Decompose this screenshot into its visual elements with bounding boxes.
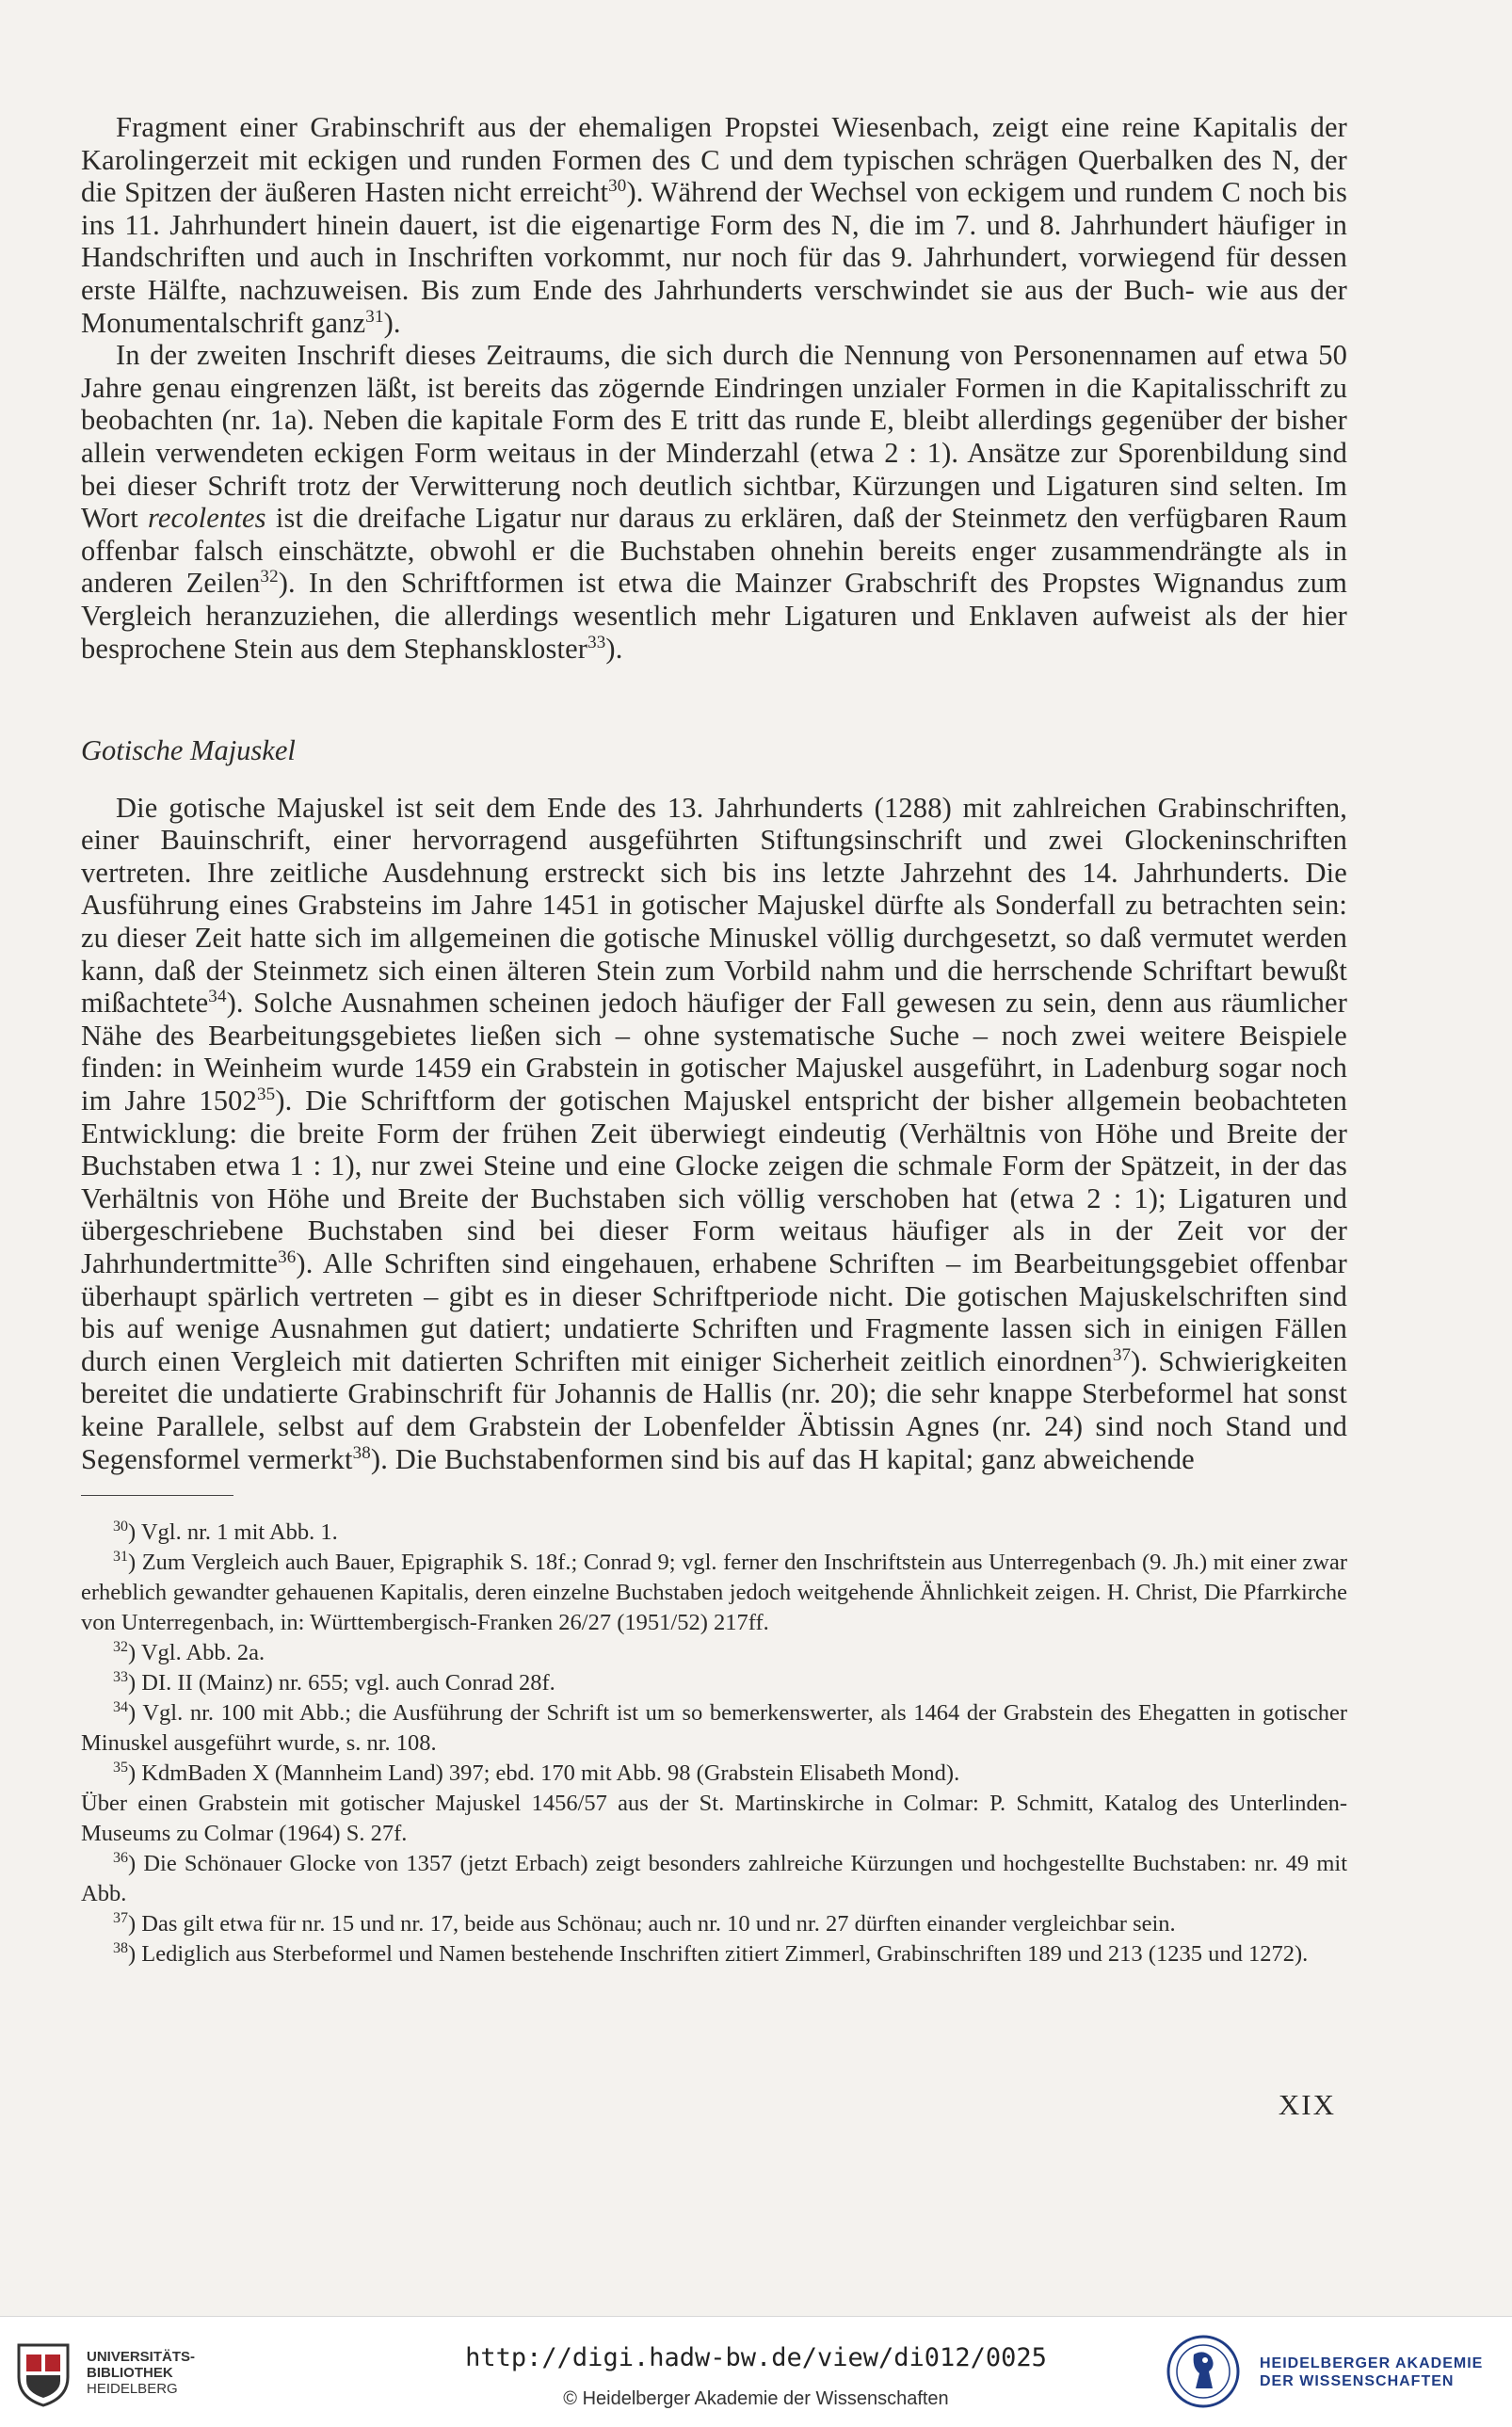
italic-word: recolentes xyxy=(147,502,266,535)
footnote-ref: 31 xyxy=(365,306,384,327)
academy-seal-icon[interactable] xyxy=(1166,2334,1241,2409)
footnotes xyxy=(81,1518,1347,1969)
paragraph-1: Fragment einer Grabinschrift aus der ehemaligen Propstei Wiesenbach, zeigt eine reine Kapitalis der Karolingerzeit mit eckigen und runden Formen des C und dem typischen schrägen Querbalken des N, der die Spitzen der äußeren Hasten nicht erreicht$^{30}$). Während der Wechsel von eckigem und rundem C noch bis ins 11. Jahrhundert hinein dauert, ist die eigenartige Form des N, die im 7. und 8. Jahrhundert häufiger in Handschriften und auch in Inschriften vorkommt, nur noch für das 9. Jahrhundert, vorwiegend für dessen erste Hälfte, nachzuweisen. Bis zum Ende des Jahrhunderts verschwindet sie aus der Buch- wie aus der Monumentalschrift ganz$^{31}$). xyxy=(81,111,1347,339)
university-library-name: UNIVERSITÄTS- BIBLIOTHEK HEIDELBERG xyxy=(87,2349,196,2397)
footnote-ref: 32 xyxy=(260,567,279,587)
copyright-notice: © Heidelberger Akademie der Wissenschaften xyxy=(563,2388,949,2409)
footnote-ref: 34 xyxy=(208,987,227,1007)
section-heading: Gotische Majuskel xyxy=(81,734,296,767)
footnote-32: $^{32}$) Vgl. Abb. 2a. xyxy=(113,1639,265,1665)
permalink-url[interactable]: http://digi.hadw-bw.de/view/di012/0025 xyxy=(465,2343,1047,2372)
main-text xyxy=(81,111,1347,1475)
footnote-ref: 37 xyxy=(1112,1344,1132,1365)
footnote-35-continued: Über einen Grabstein mit gotischer Majuskel 1456/57 aus der St. Martinskirche in Colmar: P. Schmitt, Katalog des Unterlinden-Museums zu Colmar (1964) S. 27f. xyxy=(81,1791,1347,1846)
footnote-37: $^{37}$) Das gilt etwa für nr. 15 und nr. 17, beide aus Schönau; auch nr. 10 und nr. 27 dürften einander vergleichbar sein. xyxy=(113,1910,1176,1937)
footnote-ref: 36 xyxy=(278,1247,297,1267)
paragraph-2: In der zweiten Inschrift dieses Zeitraums, die sich durch die Nennung von Personennamen auf etwa 50 Jahre genau eingrenzen läßt, ist bereits das zögernde Eindringen unzialer Formen in die Kapitalisschrift zu beobachten (nr. 1a). Neben die kapitale Form des E tritt das runde E, bleibt allerdings gegenüber der bisher allein verwendeten eckigen Form weitaus in der Minderzahl (etwa 2 : 1). Ansätze zur Sporenbildung sind bei dieser Schrift trotz der Verwitterung noch deutlich sichtbar, Kürzungen und Ligaturen sind selten. Im Wort recolentes ist die dreifache Ligatur nur daraus zu erklären, daß der Steinmetz den verfügbaren Raum offenbar falsch einschätzte, obwohl er die Buchstaben ohnehin bereits enger zusammendrängte als in anderen Zeilen$^{32}$). In den Schriftformen ist etwa die Mainzer Grabschrift des Propstes Wignandus zum Vergleich heranzuziehen, die allerdings wesentlich mehr Ligaturen und Enklaven aufweist als der hier besprochene Stein aus dem Stephanskloster$^{33}$). xyxy=(81,339,1347,665)
footnote-divider xyxy=(81,1495,233,1496)
footnote-ref: 35 xyxy=(257,1085,276,1105)
page-number: XIX xyxy=(1278,2088,1336,2121)
footnote-ref: 38 xyxy=(352,1442,371,1463)
footnote-33: $^{33}$) DI. II (Mainz) nr. 655; vgl. auch Conrad 28f. xyxy=(113,1669,555,1696)
footer-bar xyxy=(0,2316,1512,2427)
footnote-38: $^{38}$) Lediglich aus Sterbeformel und Namen bestehende Inschriften zitiert Zimmerl, Grabinschriften 189 und 213 (1235 und 1272). xyxy=(113,1940,1309,1967)
footnote-ref: 30 xyxy=(608,176,627,197)
footnote-31: $^{31}$) Zum Vergleich auch Bauer, Epigraphik S. 18f.; Conrad 9; vgl. ferner den Inschriftstein aus Unterregenbach (9. Jh.) mit einer zwar erheblich gewandter gehauenen Kapitalis, deren einzelne Buchstaben jedoch weitgehende Ähnlichkeit zeigen. H. Christ, Die Pfarrkirche von Unterregenbach, in: Württembergisch-Franken 26/27 (1951/52) 217ff. xyxy=(81,1549,1347,1635)
footnote-30: $^{30}$) Vgl. nr. 1 mit Abb. 1. xyxy=(113,1519,338,1545)
paragraph-3: Die gotische Majuskel ist seit dem Ende des 13. Jahrhunderts (1288) mit zahlreichen Grabinschriften, einer Bauinschrift, einer hervorragend ausgeführten Stiftungsinschrift und zwei Glockeninschriften vertreten. Ihre zeitliche Ausdehnung erstreckt sich bis ins letzte Jahrzehnt des 14. Jahrhunderts. Die Ausführung eines Grabsteins im Jahre 1451 in gotischer Majuskel dürfte als Sonderfall zu betrachten sein: zu dieser Zeit hatte sich im allgemeinen die gotische Minuskel völlig durchgesetzt, so daß vermutet werden kann, daß der Steinmetz sich einen älteren Stein zum Vorbild nahm und die herrschende Schriftart bewußt mißachtete$^{34}$). Solche Ausnahmen scheinen jedoch häufiger der Fall gewesen zu sein, denn aus räumlicher Nähe des Bearbeitungsgebietes ließen sich – ohne systematische Suche – noch zwei weitere Beispiele finden: in Weinheim wurde 1459 ein Grabstein in gotischer Majuskel ausgeführt, in Ladenburg sogar noch im Jahre 1502$^{35}$). Die Schriftform der gotischen Majuskel entspricht der bisher allgemein beobachteten Entwicklung: die breite Form der frühen Zeit überwiegt eindeutig (Verhältnis von Höhe und Breite der Buchstaben etwa 1 : 1), nur zwei Steine und eine Glocke zeigen die schmale Form der Spätzeit, in der das Verhältnis von Höhe und Breite der Buchstaben sich völlig verschoben hat (etwa 2 : 1); Ligaturen und übergeschriebene Buchstaben sind bei dieser Form weitaus häufiger als in der Zeit vor der Jahrhundertmitte$^{36}$). Alle Schriften sind eingehauen, erhabene Schriften – im Bearbeitungsgebiet offenbar überhaupt spärlich vertreten – gibt es in dieser Schriftperiode nicht. Die gotischen Majuskelschriften sind bis auf wenige Ausnahmen gut datiert; undatierte Schriften und Fragmente lassen sich in einigen Fällen durch einen Vergleich mit datierten Schriften mit einiger Sicherheit zeitlich einordnen$^{37}$). Schwierigkeiten bereitet die undatierte Grabinschrift für Johannis de Hallis (nr. 20); die sehr knappe Sterbeformel hat sonst keine Parallele, selbst auf dem Grabstein der Lobenfelder Äbtissin Agnes (nr. 24) sind noch Stand und Segensformel vermerkt$^{38}$). Die Buchstabenformen sind bis auf das H kapital; ganz abweichende xyxy=(81,791,1348,1475)
footnote-36: $^{36}$) Die Schönauer Glocke von 1357 (jetzt Erbach) zeigt besonders zahlreiche Kürzungen und hochgestellte Buchstaben: nr. 49 mit Abb. xyxy=(81,1850,1347,1906)
footnote-ref: 33 xyxy=(587,632,606,652)
footnote-34: $^{34}$) Vgl. nr. 100 mit Abb.; die Ausführung der Schrift ist um so bemerkenswerter, als 1464 der Grabstein des Ehegatten in gotischer Minuskel ausgeführt wurde, s. nr. 108. xyxy=(81,1699,1347,1756)
footnote-35: $^{35}$) KdmBaden X (Mannheim Land) 397; ebd. 170 mit Abb. 98 (Grabstein Elisabeth Mond). xyxy=(113,1760,960,1786)
academy-name: HEIDELBERGER AKADEMIE DER WISSENSCHAFTEN xyxy=(1260,2355,1484,2389)
